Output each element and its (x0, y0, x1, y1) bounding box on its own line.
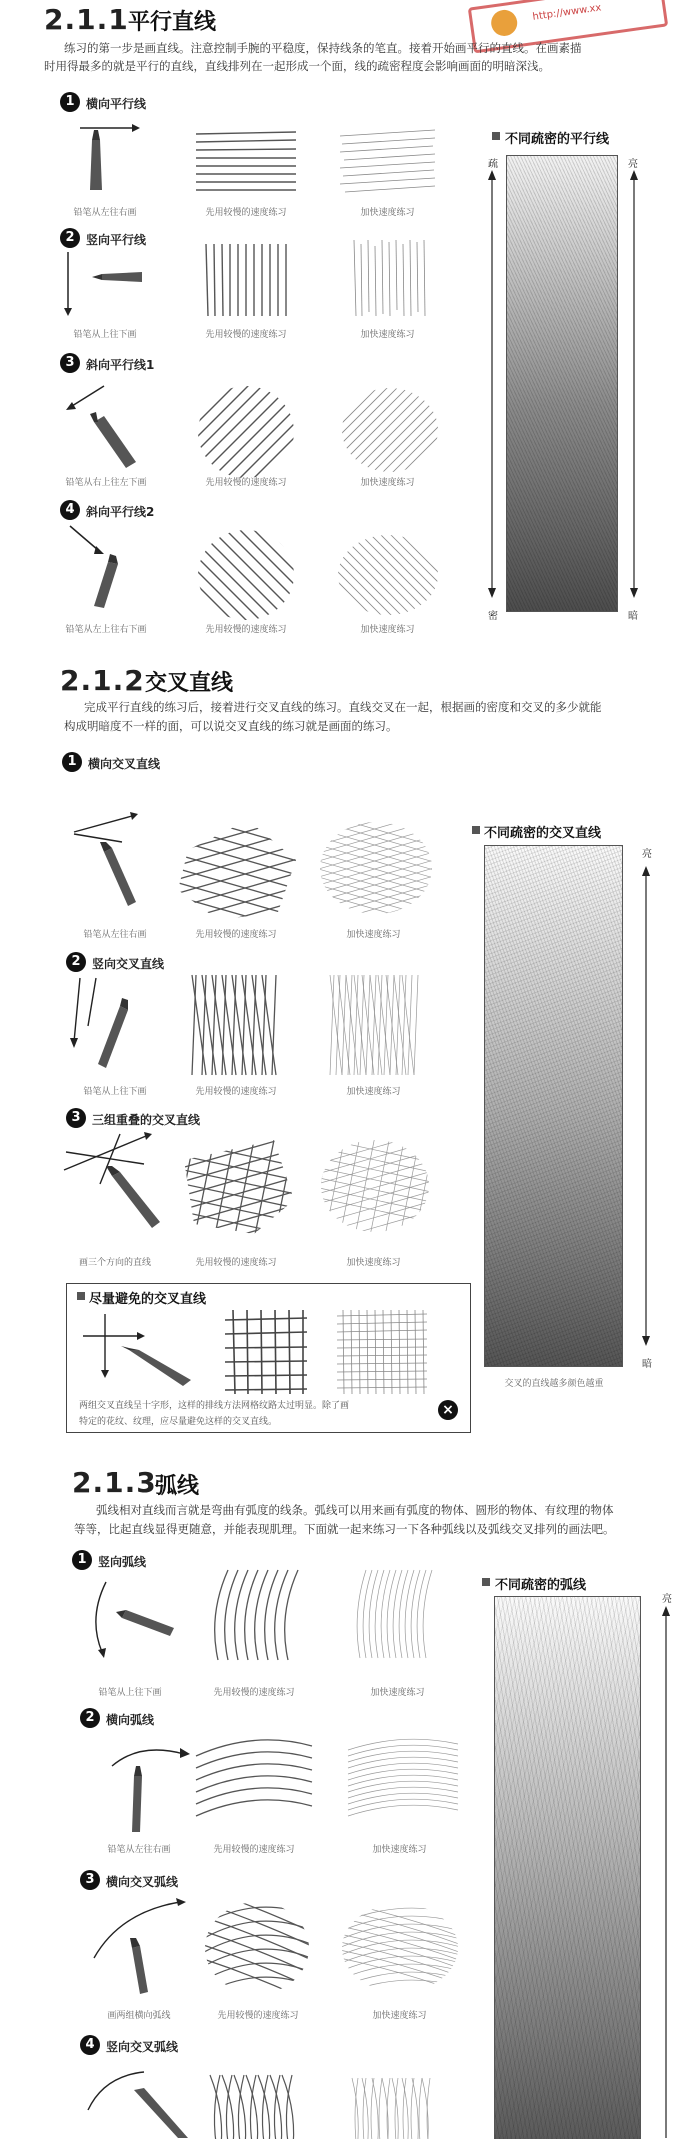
caption: 先用较慢的速度练习 (205, 478, 287, 488)
edge-label-top-right: 亮 (628, 159, 638, 170)
sketch-sample-slow (184, 1140, 294, 1234)
intro-line: 练习的第一步是画直线。注意控制手腕的平稳度，保持线条的笔直。接着开始画平行的直线。在画素描 (64, 41, 582, 55)
caption: 加快速度练习 (346, 1087, 401, 1097)
pencil-icon (64, 1130, 164, 1230)
intro-line: 构成明暗度不一样的面，可以说交叉直线的练习就是画面的练习。 (64, 719, 398, 733)
item-label: 横向平行线 (86, 97, 147, 111)
sketch-sample-fast (352, 2078, 452, 2138)
item-label: 三组重叠的交叉直线 (92, 1113, 201, 1127)
edge-label-bottom-right: 暗 (642, 1359, 652, 1370)
item-label: 竖向平行线 (86, 233, 147, 247)
caption: 加快速度练习 (370, 1688, 425, 1698)
caption: 先用较慢的速度练习 (213, 1845, 295, 1855)
pencil-icon (62, 252, 152, 322)
caption: 先用较慢的速度练习 (195, 1087, 277, 1097)
item-label: 横向交叉直线 (88, 757, 161, 771)
sketch-sample-fast (320, 1136, 430, 1236)
sketch-sample-fast (340, 130, 435, 192)
panel-arrow (640, 866, 654, 1346)
gradient-arc-panel (494, 1596, 641, 2139)
caption: 先用较慢的速度练习 (205, 625, 287, 635)
item-label: 竖向交叉直线 (92, 957, 165, 971)
sketch-sample-fast (352, 1570, 442, 1658)
grid-sample-slow (225, 1310, 307, 1394)
item-label: 竖向交叉弧线 (106, 2040, 179, 2054)
step-number: 2 (66, 952, 86, 972)
caption: 铅笔从左往右画 (73, 208, 137, 218)
caption: 先用较慢的速度练习 (205, 208, 287, 218)
bullet-icon (77, 1292, 85, 1300)
step-number: 2 (60, 228, 80, 248)
sketch-sample-slow (210, 2075, 306, 2138)
sketch-sample-slow (196, 528, 296, 622)
caption: 先用较慢的速度练习 (213, 1688, 295, 1698)
caption: 加快速度练习 (360, 330, 415, 340)
pencil-icon (86, 1578, 186, 1668)
section-number: 2.1.3 (72, 1466, 157, 1499)
caption: 画三个方向的直线 (78, 1258, 151, 1268)
panel-arrow (660, 1606, 674, 2138)
avoid-title: 尽量避免的交叉直线 (89, 1292, 207, 1307)
sketch-sample-slow (204, 244, 288, 316)
step-number: 1 (60, 92, 80, 112)
stamp-url: http://www.xx (531, 2, 603, 23)
gradient-crosshatch-panel (484, 845, 623, 1367)
step-number: 3 (66, 1108, 86, 1128)
sketch-sample-fast (340, 1900, 460, 1996)
section-title: 交叉直线 (145, 671, 234, 696)
sketch-sample-fast (318, 820, 434, 916)
caption: 铅笔从上往下画 (83, 1087, 147, 1097)
step-number: 4 (60, 500, 80, 520)
caption: 铅笔从右上往左下画 (65, 478, 147, 488)
avoid-text: 特定的花纹、纹理，应尽量避免这样的交叉直线。 (79, 1417, 278, 1427)
caption: 铅笔从左往右画 (107, 1845, 171, 1855)
sketch-sample-fast (330, 975, 420, 1075)
step-number: 1 (72, 1550, 92, 1570)
pencil-icon (110, 1736, 190, 1836)
pencil-icon (66, 978, 166, 1074)
sketch-sample-slow (196, 1736, 312, 1820)
pencil-icon (79, 1310, 199, 1386)
section-number: 2.1.1 (44, 3, 129, 36)
step-number: 4 (80, 2035, 100, 2055)
sketch-sample-slow (208, 1570, 298, 1660)
pencil-icon (64, 382, 154, 472)
section-title: 平行直线 (128, 10, 217, 35)
section-number: 2.1.2 (60, 664, 145, 697)
panel-title: 不同疏密的平行线 (505, 132, 610, 147)
caption: 加快速度练习 (346, 930, 401, 940)
sketch-sample-fast (340, 385, 440, 475)
step-number: 3 (60, 353, 80, 373)
avoid-x-icon: × (438, 1400, 458, 1420)
panel-bullet-icon (482, 1578, 490, 1586)
item-label: 横向弧线 (106, 1713, 155, 1727)
caption: 铅笔从左往右画 (83, 930, 147, 940)
caption: 画两组横向弧线 (107, 2011, 171, 2021)
caption: 加快速度练习 (360, 208, 415, 218)
caption: 加快速度练习 (360, 625, 415, 635)
caption: 铅笔从上往下画 (73, 330, 137, 340)
sketch-sample-slow (178, 820, 296, 920)
edge-label-top-right: 亮 (662, 1594, 672, 1605)
pencil-icon (70, 812, 160, 912)
pencil-icon (70, 120, 140, 200)
pencil-icon (64, 524, 154, 614)
step-number: 3 (80, 1870, 100, 1890)
sketch-sample-slow (196, 382, 296, 482)
edge-label-top-right: 亮 (642, 849, 652, 860)
panel-title: 不同疏密的交叉直线 (484, 826, 602, 841)
caption: 先用较慢的速度练习 (217, 2011, 299, 2021)
caption: 加快速度练习 (372, 2011, 427, 2021)
gradient-hatching-panel (506, 155, 618, 612)
caption: 加快速度练习 (372, 1845, 427, 1855)
panel-bullet-icon (472, 826, 480, 834)
sketch-sample-slow (204, 1900, 310, 1996)
item-label: 横向交叉弧线 (106, 1875, 179, 1889)
caption: 先用较慢的速度练习 (195, 930, 277, 940)
grid-sample-fast (337, 1310, 427, 1394)
item-label: 斜向平行线2 (86, 505, 155, 519)
item-label: 斜向平行线1 (86, 358, 155, 372)
sketch-sample-slow (196, 130, 296, 192)
panel-caption: 交叉的直线越多颜色越重 (504, 1379, 604, 1389)
item-label: 竖向弧线 (98, 1555, 147, 1569)
edge-label-bottom-left: 密 (488, 611, 498, 622)
section-title: 弧线 (155, 1474, 200, 1499)
panel-title: 不同疏密的弧线 (495, 1578, 587, 1593)
caption: 加快速度练习 (360, 478, 415, 488)
avoid-box (66, 1283, 471, 1433)
sketch-sample-fast (336, 530, 440, 620)
panel-bullet-icon (492, 132, 500, 140)
caption: 铅笔从上往下画 (98, 1688, 162, 1698)
step-number: 2 (80, 1708, 100, 1728)
intro-line: 等等，比起直线显得更随意，并能表现肌理。下面就一起来练习一下各种弧线以及弧线交叉排列的画法吧。 (74, 1522, 615, 1536)
sketch-sample-slow (192, 975, 280, 1075)
step-number: 1 (62, 752, 82, 772)
edge-label-top-left: 疏 (488, 159, 498, 170)
edge-label-bottom-right: 暗 (628, 611, 638, 622)
intro-line: 时用得最多的就是平行的直线，直线排列在一起形成一个面，线的疏密程度会影响画面的明暗深浅。 (44, 59, 550, 73)
caption: 铅笔从左上往右下画 (65, 625, 147, 635)
caption: 先用较慢的速度练习 (205, 330, 287, 340)
pencil-icon (84, 2070, 194, 2138)
caption: 先用较慢的速度练习 (195, 1258, 277, 1268)
intro-line: 弧线相对直线而言就是弯曲有弧度的线条。弧线可以用来画有弧度的物体、圆形的物体、有纹理的物体 (96, 1503, 614, 1517)
sketch-sample-fast (352, 240, 432, 316)
intro-line: 完成平行直线的练习后，接着进行交叉直线的练习。直线交叉在一起，根据画的密度和交叉的多少就能 (84, 700, 602, 714)
caption: 加快速度练习 (346, 1258, 401, 1268)
stamp-mascot-icon (490, 8, 519, 37)
avoid-text: 两组交叉直线呈十字形，这样的排线方法网格纹路太过明显。除了画 (79, 1401, 350, 1411)
sketch-sample-fast (348, 1738, 458, 1818)
pencil-icon (90, 1898, 200, 1998)
